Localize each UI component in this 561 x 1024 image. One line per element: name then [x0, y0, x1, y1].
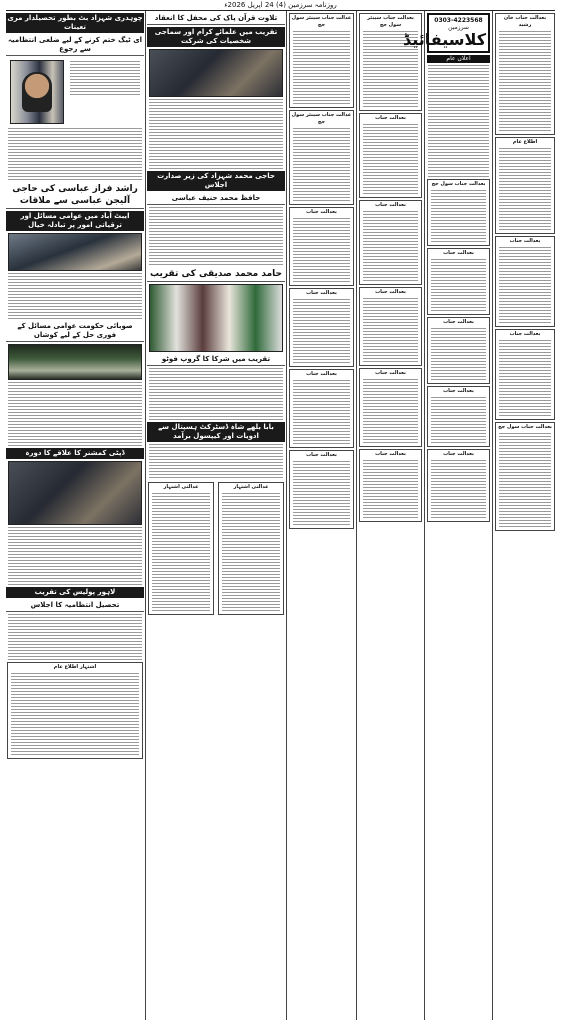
section-banner: اعلان عام: [427, 55, 490, 63]
portrait-photo: [10, 60, 64, 124]
headline: حامد محمد صدیقی کی تقریب: [147, 267, 285, 282]
classified-ad: بعدالت جناب سول جج: [495, 422, 555, 531]
photo-caption: ایبٹ آباد میں عوامی مسائل اور ترقیاتی امور پر تبادلہ خیال: [6, 211, 144, 231]
court-notice: عدالتی اشتہار: [218, 482, 284, 615]
article-text: [8, 614, 142, 660]
article-text: [149, 99, 283, 169]
article-text: [8, 273, 142, 319]
column-classified-right: [494, 11, 556, 1020]
event-photo: [8, 344, 142, 380]
column-rule: [145, 11, 146, 1020]
headline: تحصیل انتظامیہ کا اجلاس: [6, 600, 144, 612]
column-rule: [286, 11, 287, 1020]
court-notice: بعدالت جناب: [359, 449, 422, 522]
classified-ad: بعدالت جناب: [427, 317, 490, 384]
court-notice: بعدالت جناب: [359, 287, 422, 366]
visit-photo: [8, 461, 142, 525]
column-court-notices-1: [288, 11, 355, 1020]
meeting-photo: [8, 233, 142, 271]
classified-masthead: [402, 13, 490, 53]
column-court-notices-2: [358, 11, 423, 1020]
court-notice: بعدالت جناب: [289, 369, 354, 448]
court-notice: بعدالت جناب: [289, 207, 354, 286]
article-text: [149, 444, 283, 478]
article-text: [70, 59, 140, 125]
article-text: [8, 128, 142, 180]
column-rule: [424, 11, 425, 1020]
court-notice: عدالت جناب سینئر سول جج: [289, 110, 354, 205]
classified-ad: بعدالت جناب: [427, 449, 490, 522]
article-text: [149, 368, 283, 420]
headline: حافظ محمد حنیف عباسی: [147, 193, 285, 205]
masthead-brand: سرزمین: [448, 24, 469, 31]
photo-caption: تقریب میں علمائے کرام اور سماجی شخصیات کی شرکت: [147, 27, 285, 47]
court-notice: بعدالت جناب: [289, 288, 354, 367]
masthead-phone: 0303-4223568: [434, 17, 483, 24]
headline: ڈپٹی کمشنر کا علاقے کا دورہ: [6, 448, 144, 459]
classified-ad: اطلاع عام: [495, 137, 555, 234]
court-notice: بعدالت جناب: [289, 450, 354, 529]
court-notice: بعدالت جناب: [359, 200, 422, 285]
classified-ad: بعدالت جناب: [495, 329, 555, 420]
column-news-2: [147, 11, 285, 1020]
classified-ad: اشتہار اطلاع عام: [7, 662, 143, 759]
masthead-logo: کلاسیفائیڈ: [402, 30, 486, 49]
page-header-line: روزنامہ سرزمین (4) 24 اپریل 2026ء: [6, 0, 555, 11]
gathering-photo: [149, 49, 283, 97]
classified-ad: بعدالت جناب خان رشید: [495, 13, 555, 135]
headline: حاجی محمد شہزاد کی زیر صدارت اجلاس: [147, 171, 285, 191]
photo-caption: تقریب میں شرکا کا گروپ فوٹو: [147, 354, 285, 366]
column-rule: [492, 11, 493, 1020]
group-photo: [149, 284, 283, 352]
classified-ad: بعدالت جناب: [427, 248, 490, 315]
classified-ad: بعدالت جناب: [495, 236, 555, 327]
column-news-1: [6, 11, 144, 1020]
article-text: [8, 382, 142, 446]
column-classified: [402, 11, 491, 1020]
article-text: [149, 207, 283, 265]
classified-ad: بعدالت جناب سول جج: [427, 179, 490, 246]
headline: تلاوت قرآن پاک کی محفل کا انعقاد: [147, 13, 285, 25]
court-notice: بعدالت جناب: [359, 113, 422, 198]
headline: صوبائی حکومت عوامی مسائل کے فوری حل کے لیے کوشاں: [6, 321, 144, 342]
headline: راشد فراز عباسی کی حاجی آلیجن عباسی سے ملاقات: [6, 182, 144, 209]
article-text: [8, 527, 142, 585]
court-notice: عدالتی اشتہار: [148, 482, 214, 615]
classified-text: [428, 65, 489, 177]
column-rule: [356, 11, 357, 1020]
court-notice: بعدالت جناب: [359, 368, 422, 447]
headline: چوہدری شہزاد بٹ بطور تحصیلدار مری تعینات: [7, 14, 143, 31]
court-notice: بعدالت جناب سینئر سول جج: [359, 13, 422, 111]
court-notice: عدالت جناب سینئر سول جج: [289, 13, 354, 108]
headline: لاہور پولیس کی تقریب: [6, 587, 144, 598]
subheadline: ای ٹیگ ختم کرنے کے لیے ضلعی انتظامیہ سے رجوع: [6, 35, 144, 56]
headline: بابا بلھے شاہ ڈسٹرکٹ ہسپتال سے ادویات اور کیپسول برآمد: [147, 422, 285, 442]
classified-ad: بعدالت جناب: [427, 386, 490, 447]
